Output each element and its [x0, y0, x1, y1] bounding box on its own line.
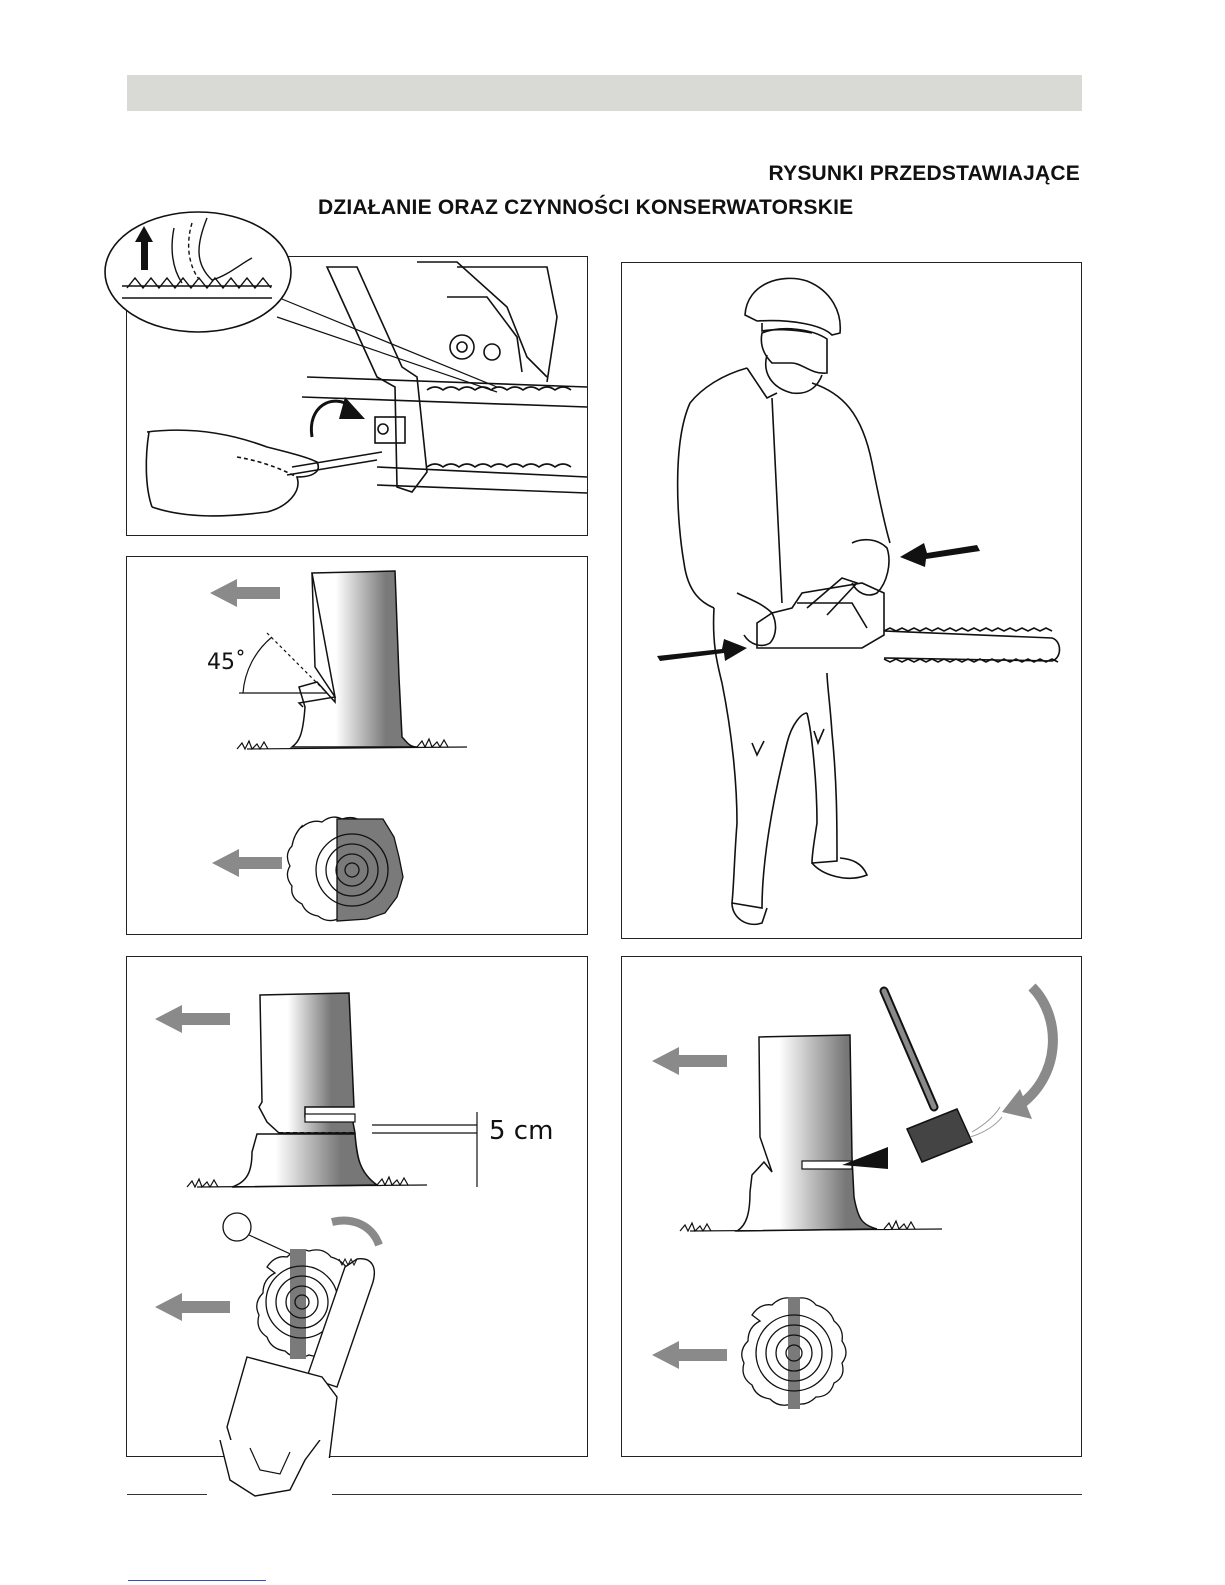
chain-zoom-icon — [102, 208, 294, 336]
header-band — [127, 75, 1082, 111]
angle-label: 45˚ — [207, 650, 246, 675]
figure-back-cut — [126, 956, 588, 1457]
page-title-line1: RYSUNKI PRZEDSTAWIAJĄCE — [768, 162, 1080, 185]
hinge-label: 5 cm — [489, 1116, 554, 1146]
chainsaw-outline-icon — [210, 1440, 330, 1500]
figure-wedge — [621, 956, 1082, 1457]
figure-felling-notch — [126, 556, 588, 935]
footer-rule-right — [332, 1494, 1082, 1495]
figure-operator — [621, 262, 1082, 939]
bottom-underline — [128, 1580, 266, 1581]
footer-rule-left — [127, 1494, 207, 1495]
page-title-line2: DZIAŁANIE ORAZ CZYNNOŚCI KONSERWATORSKIE — [318, 196, 854, 219]
